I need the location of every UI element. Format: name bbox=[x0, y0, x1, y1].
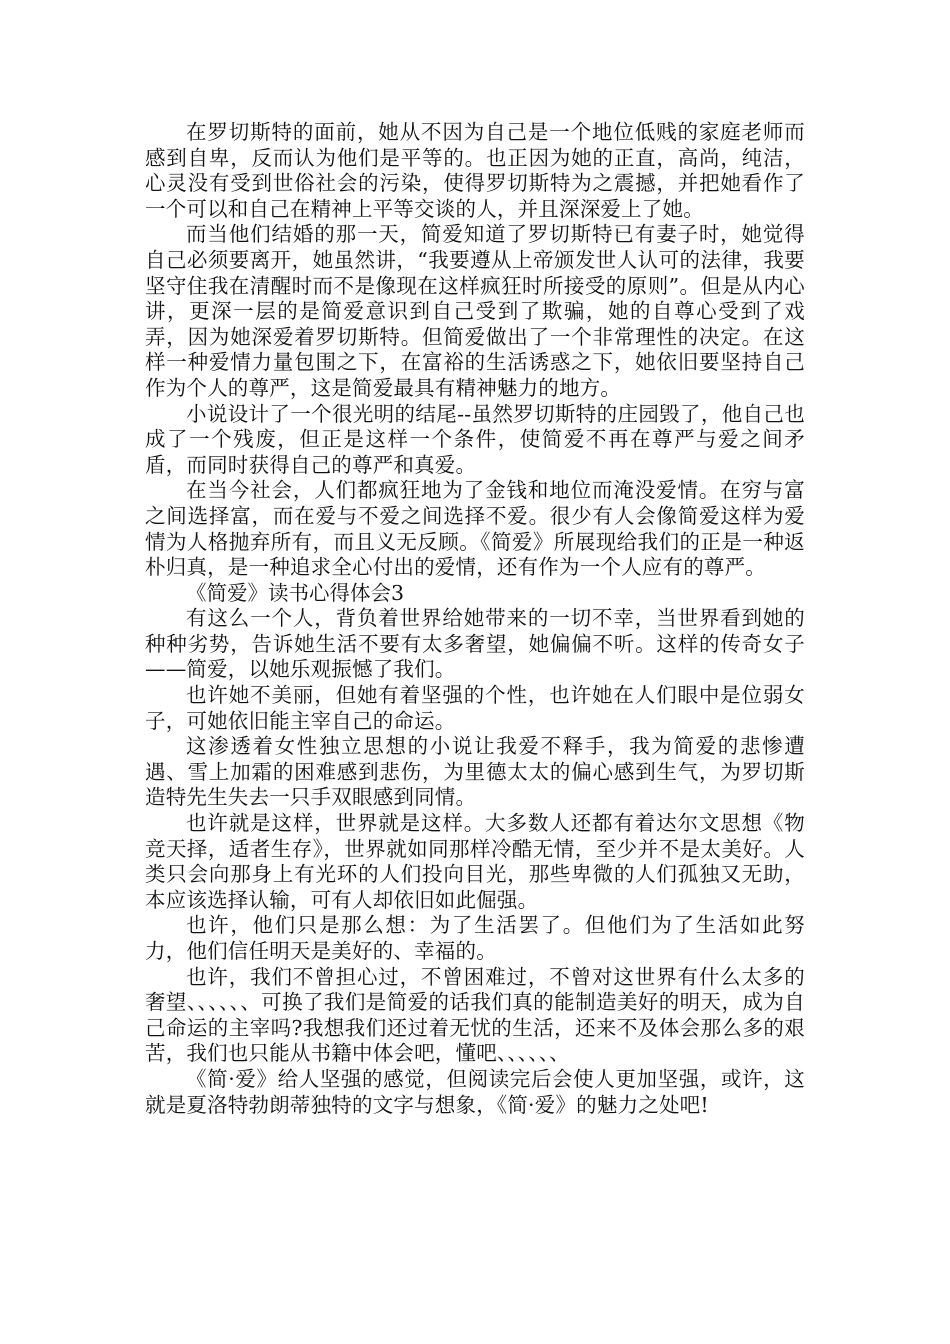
paragraph: 《简·爱》给人坚强的感觉，但阅读完后会使人更加坚强，或许，这就是夏洛特勃朗蒂独特的文字与想象，《简·爱》的魅力之处吧! bbox=[145, 1066, 805, 1117]
paragraph: 在当今社会，人们都疯狂地为了金钱和地位而淹没爱情。在穷与富之间选择富，而在爱与不爱之间选择不爱。很少有人会像简爱这样为爱情为人格抛弃所有，而且义无反顾。《简爱》所展现给我们的正是一种返朴归真，是一种追求全心付出的爱情，还有作为一个人应有的尊严。 bbox=[145, 478, 805, 580]
paragraph: 也许，我们不曾担心过，不曾困难过，不曾对这世界有什么太多的奢望、、、、、、可换了我们是简爱的话我们真的能制造美好的明天，成为自己命运的主宰吗?我想我们还过着无忧的生活，还来不及体会那么多的艰苦，我们也只能从书籍中体会吧，懂吧、、、、、、 bbox=[145, 964, 805, 1066]
paragraph: 在罗切斯特的面前，她从不因为自己是一个地位低贱的家庭老师而感到自卑，反而认为他们是平等的。也正因为她的正直，高尚，纯洁，心灵没有受到世俗社会的污染，使得罗切斯特为之震撼，并把她看作了一个可以和自己在精神上平等交谈的人，并且深深爱上了她。 bbox=[145, 120, 805, 221]
paragraph: 有这么一个人，背负着世界给她带来的一切不幸，当世界看到她的种种劣势，告诉她生活不要有太多奢望，她偏偏不听。这样的传奇女子——简爱，以她乐观振憾了我们。 bbox=[145, 606, 805, 682]
paragraph: 这渗透着女性独立思想的小说让我爱不释手，我为简爱的悲惨遭遇、雪上加霜的困难感到悲伤，为里德太太的偏心感到生气，为罗切斯造特先生失去一只手双眼感到同情。 bbox=[145, 734, 805, 810]
paragraph: 也许就是这样，世界就是这样。大多数人还都有着达尔文思想《物竞天择，适者生存》，世界就如同那样冷酷无情，至少并不是太美好。人类只会向那身上有光环的人们投向目光，那些卑微的人们孤独又无助，本应该选择认输，可有人却依旧如此倔强。 bbox=[145, 811, 805, 912]
paragraph: 小说设计了一个很光明的结尾--虽然罗切斯特的庄园毁了，他自己也成了一个残废，但正是这样一个条件，使简爱不再在尊严与爱之间矛盾，而同时获得自己的尊严和真爱。 bbox=[145, 401, 805, 477]
paragraph: 也许她不美丽，但她有着坚强的个性，也许她在人们眼中是位弱女子，可她依旧能主宰自己的命运。 bbox=[145, 683, 805, 733]
paragraph: 也许，他们只是那么想：为了生活罢了。但他们为了生活如此努力，他们信任明天是美好的、幸福的。 bbox=[145, 913, 805, 963]
section-heading: 《简爱》读书心得体会3 bbox=[186, 580, 405, 605]
paragraph: 而当他们结婚的那一天，简爱知道了罗切斯特已有妻子时，她觉得自己必须要离开，她虽然讲，“我要遵从上帝颁发世人认可的法律，我要坚守住我在清醒时而不是像现在这样疯狂时所接受的原则”。但是从内心讲，更深一层的是简爱意识到自己受到了欺骗，她的自尊心受到了戏弄，因为她深爱着罗切斯特。但简爱做出了一个非常理性的决定。在这样一种爱情力量包围之下，在富裕的生活诱惑之下，她依旧要坚持自己作为个人的尊严，这是简爱最具有精神魅力的地方。 bbox=[145, 222, 805, 400]
document-page bbox=[145, 120, 805, 1118]
